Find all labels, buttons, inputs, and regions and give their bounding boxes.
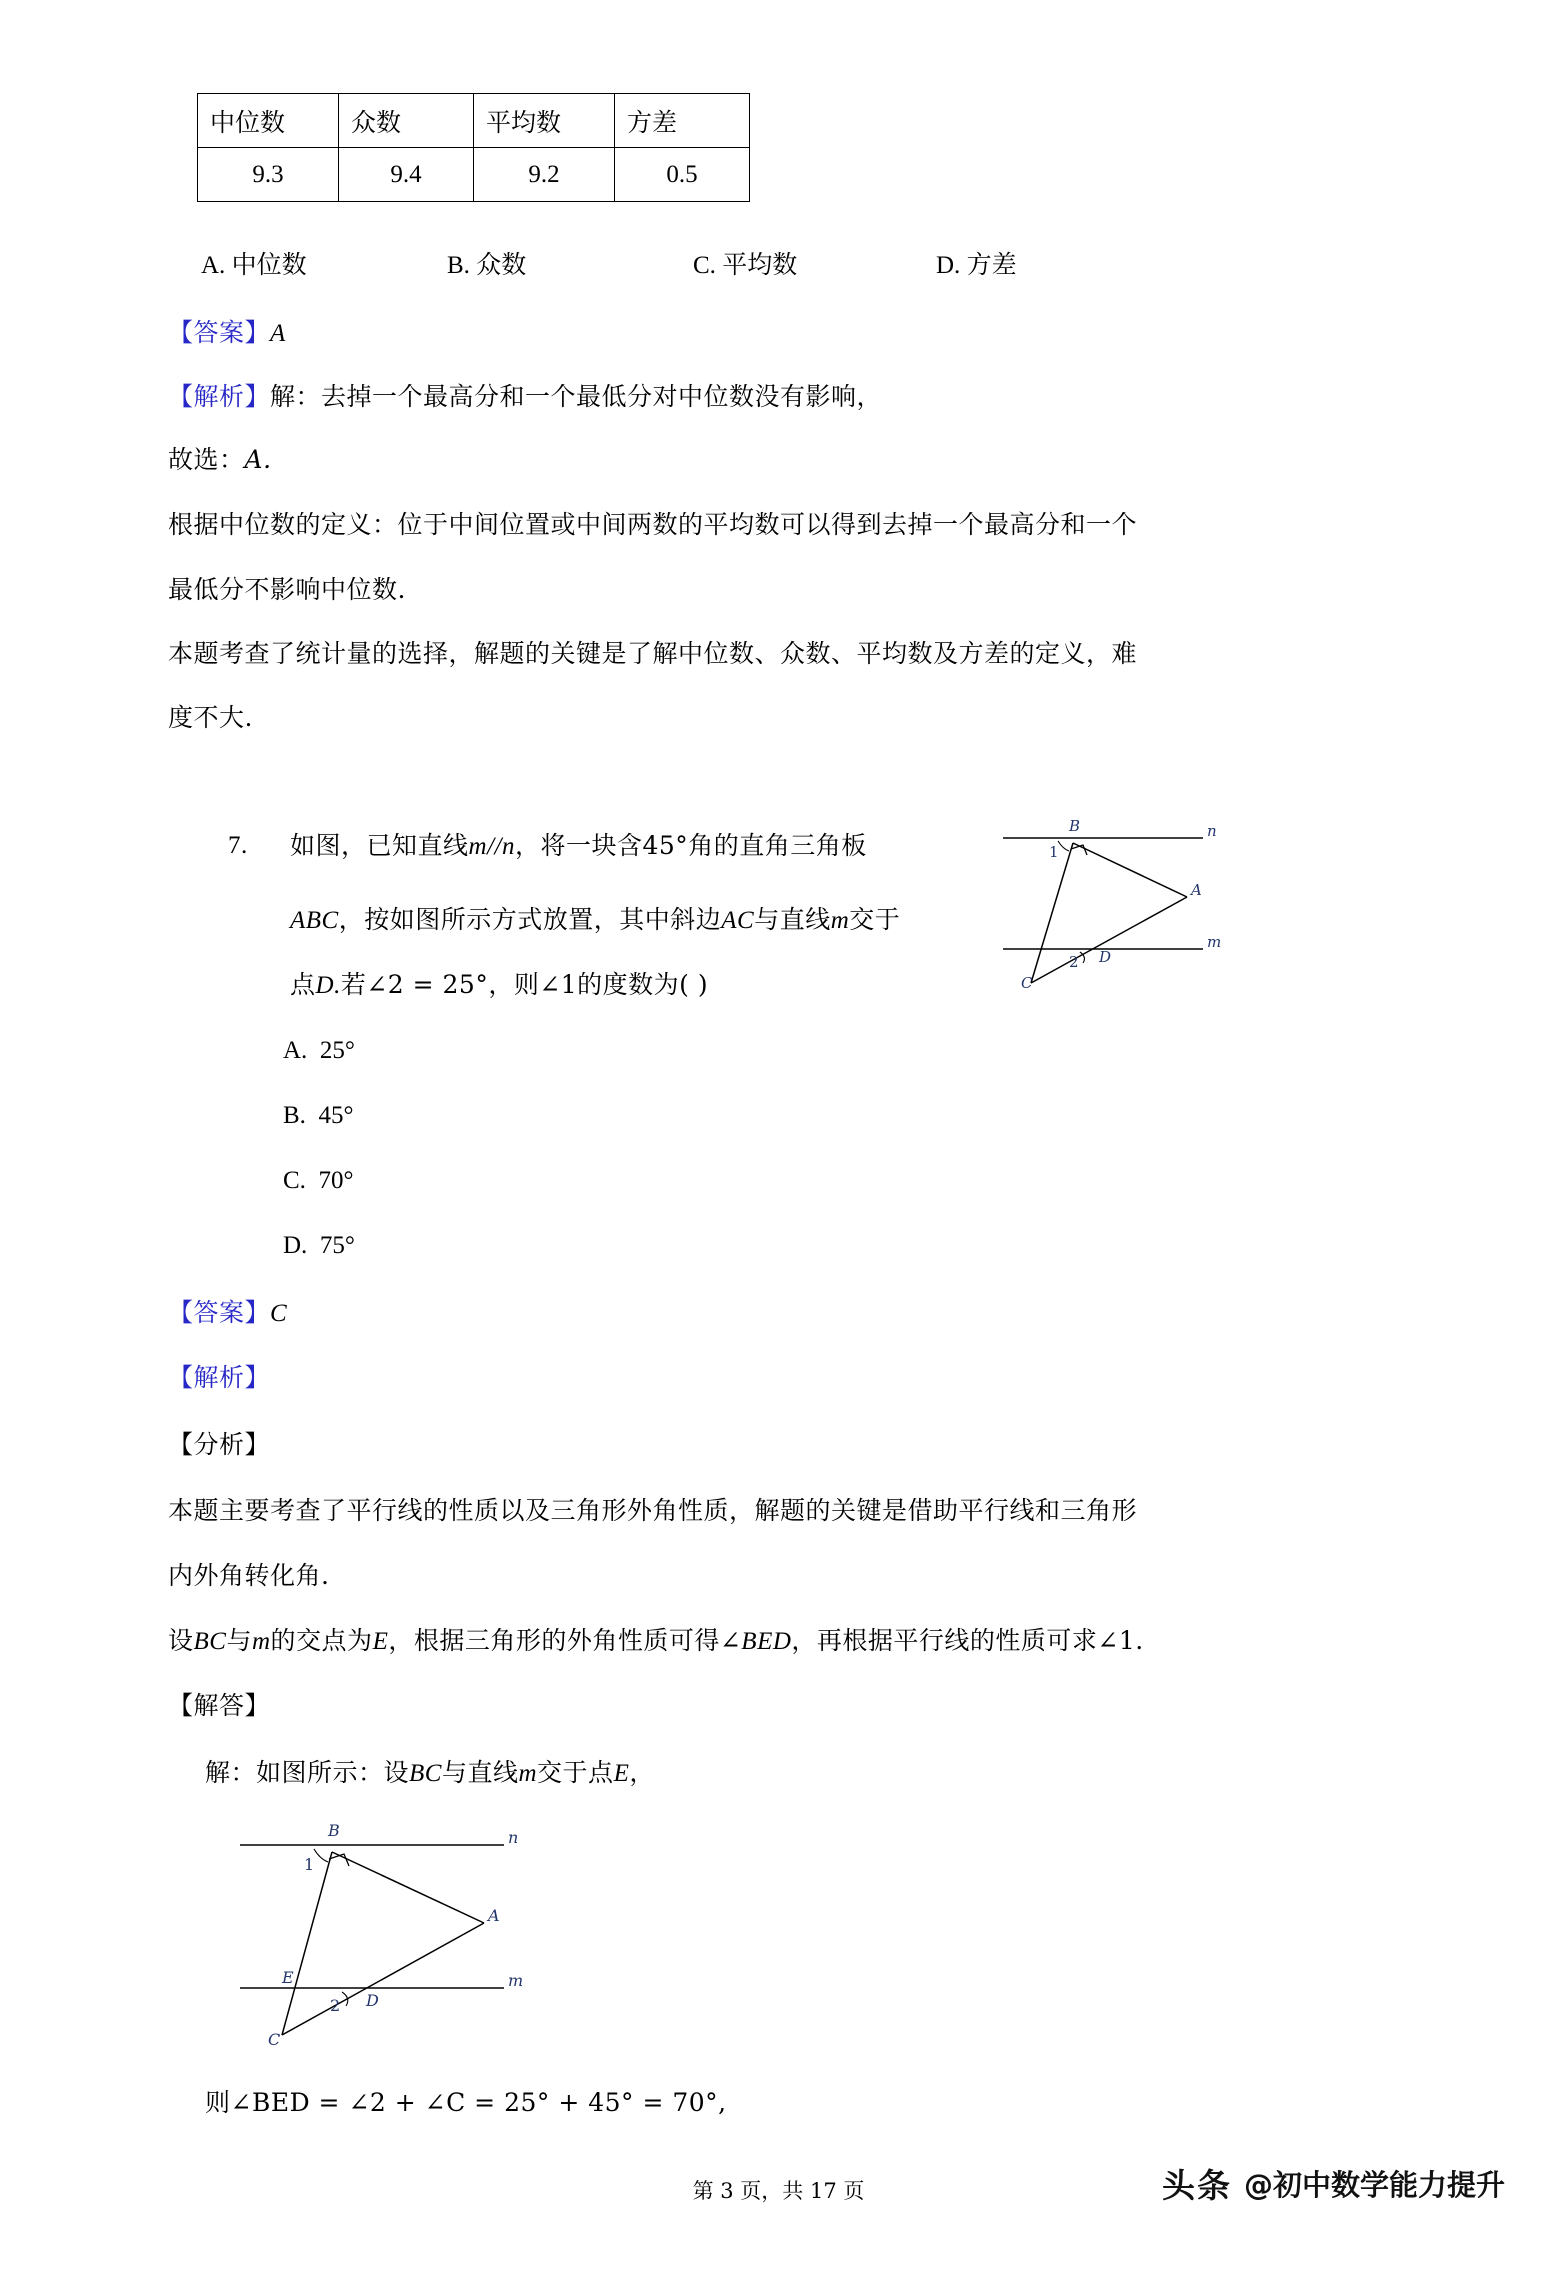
- q7-fenxi-line-2: 内外角转化角.: [168, 1561, 330, 1590]
- text: 解：如图所示：设: [205, 1758, 410, 1787]
- q6-analysis-line-5: 本题考查了统计量的选择，解题的关键是了解中位数、众数、平均数及方差的定义，难: [168, 639, 1138, 668]
- option-letter: B.: [447, 252, 470, 279]
- label-angle-2: 2: [330, 1996, 341, 2015]
- q7-option-c[interactable]: [283, 1167, 353, 1195]
- option-text: 中位数: [231, 250, 307, 279]
- q6-analysis-line-2: [168, 447, 272, 472]
- label-angle-1: 1: [304, 1855, 315, 1874]
- label-n: n: [508, 1828, 519, 1847]
- text: 设: [168, 1626, 194, 1655]
- q7-analysis-tag-line: [168, 1365, 270, 1391]
- text: 与: [226, 1626, 252, 1655]
- stem-text: 与直线: [754, 905, 831, 934]
- segment-BC: [1031, 843, 1073, 983]
- text: ，根据三角形的外角性质可得∠: [388, 1626, 742, 1655]
- option-letter: D.: [283, 1232, 308, 1259]
- stem-text: 点: [290, 970, 316, 999]
- q7-solution-figure: [232, 1805, 562, 2055]
- table-value-cell: 9.2: [474, 148, 615, 202]
- label-angle-2: 2: [1069, 953, 1079, 971]
- option-text: 平均数: [722, 250, 798, 279]
- option-text: 众数: [476, 250, 527, 279]
- q7-number: 7.: [228, 832, 248, 859]
- geometry-svg: [995, 805, 1245, 990]
- q7-result-line: 则∠BED = ∠2 + ∠C = 25° + 45° = 70°,: [205, 2088, 727, 2117]
- segment-BA: [1073, 843, 1187, 897]
- option-text: 25°: [319, 1037, 355, 1064]
- option-letter: C.: [693, 252, 716, 279]
- q7-jieda-line-1: [205, 1760, 655, 1786]
- angle1-arc: [1058, 841, 1069, 851]
- analysis-tag: 【解析】: [168, 382, 271, 411]
- table-header-cell: 众数: [339, 94, 474, 148]
- math: m: [518, 1760, 538, 1787]
- label-m: m: [508, 1971, 524, 1990]
- table-header-cell: 方差: [615, 94, 750, 148]
- label-angle-1: 1: [1049, 843, 1059, 861]
- option-letter: A.: [201, 252, 226, 279]
- label-D: D: [1099, 948, 1112, 966]
- q7-stem-line-2: [290, 907, 900, 933]
- q6-analysis-line-3: 根据中位数的定义：位于中间位置或中间两数的平均数可以得到去掉一个最高分和一个: [168, 510, 1138, 539]
- analysis-answer-letter: A.: [244, 445, 272, 474]
- brand-watermark: [1162, 2160, 1505, 2207]
- stem-text: 若∠2 = 25°，则∠1的度数为( ): [340, 970, 709, 999]
- table-value-cell: 9.4: [339, 148, 474, 202]
- label-m: m: [1207, 933, 1222, 951]
- q6-analysis-line-6: 度不大.: [168, 703, 253, 732]
- option-letter: C.: [283, 1167, 306, 1194]
- label-D: D: [366, 1991, 379, 2010]
- analysis-text: 故选：: [168, 445, 245, 474]
- segment-BA: [332, 1852, 484, 1923]
- q7-jieda-tag: 【解答】: [168, 1691, 271, 1720]
- stem-math: D.: [315, 972, 341, 999]
- table-value-row: [198, 148, 750, 202]
- option-letter: A.: [283, 1037, 308, 1064]
- q6-option-c[interactable]: [693, 245, 936, 281]
- q7-stem-line-1: [290, 833, 867, 859]
- stem-text: ，将一块含45°角的直角三角板: [514, 831, 867, 860]
- math: BED: [741, 1628, 792, 1655]
- stem-text: 交于: [849, 905, 901, 934]
- q7-fenxi-line-3: [168, 1628, 1144, 1654]
- q7-option-d[interactable]: [283, 1232, 355, 1260]
- analysis-text: 解：去掉一个最高分和一个最低分对中位数没有影响，: [270, 382, 883, 411]
- toutiao-logo: 头条: [1161, 2166, 1232, 2205]
- stem-math: ABC: [290, 907, 339, 934]
- table-header-cell: 平均数: [474, 94, 615, 148]
- answer-tag: 【答案】: [168, 1298, 271, 1327]
- geometry-svg-2: [232, 1805, 562, 2055]
- q7-fenxi-tag: 【分析】: [168, 1430, 271, 1459]
- text: 与直线: [441, 1758, 519, 1787]
- q6-analysis-line-1: [168, 384, 882, 410]
- table-header-cell: 中位数: [198, 94, 339, 148]
- label-E: E: [282, 1968, 294, 1987]
- q6-option-d[interactable]: [936, 245, 1017, 281]
- analysis-tag: 【解析】: [168, 1363, 271, 1392]
- stem-text: ，按如图所示方式放置，其中斜边: [338, 905, 722, 934]
- table-header-row: [198, 94, 750, 148]
- label-B: B: [1069, 817, 1081, 835]
- text: 的交点为: [270, 1626, 373, 1655]
- q7-geometry-figure: [995, 805, 1245, 990]
- q7-fenxi-line-1: 本题主要考查了平行线的性质以及三角形外角性质，解题的关键是借助平行线和三角形: [168, 1496, 1138, 1525]
- answer-value: A: [270, 320, 286, 347]
- math: E: [372, 1628, 389, 1655]
- label-C: C: [268, 2030, 281, 2049]
- stem-math: m: [830, 907, 850, 934]
- angle1-arc: [314, 1849, 328, 1862]
- math: m: [251, 1628, 271, 1655]
- right-angle-mark: [329, 1854, 349, 1866]
- stem-text: 如图，已知直线: [290, 831, 469, 860]
- q6-analysis-line-4: 最低分不影响中位数.: [168, 575, 406, 604]
- answer-value: C: [270, 1300, 288, 1327]
- option-letter: B.: [283, 1102, 306, 1129]
- stem-math: m//n: [468, 833, 515, 860]
- q7-answer-line: [168, 1300, 287, 1326]
- option-text: 45°: [318, 1102, 354, 1129]
- q6-options-row: [201, 245, 1017, 281]
- answer-tag: 【答案】: [168, 318, 271, 347]
- q6-option-b[interactable]: [447, 245, 693, 281]
- q7-option-b[interactable]: [283, 1102, 353, 1130]
- option-text: 方差: [966, 250, 1017, 279]
- q6-option-a[interactable]: [201, 245, 447, 281]
- q7-option-a[interactable]: [283, 1037, 355, 1065]
- label-n: n: [1207, 822, 1217, 840]
- text: ，再根据平行线的性质可求∠1.: [791, 1626, 1144, 1655]
- option-text: 75°: [319, 1232, 355, 1259]
- math: BC: [409, 1760, 442, 1787]
- label-B: B: [328, 1821, 340, 1840]
- segment-AC: [1031, 897, 1187, 983]
- option-letter: D.: [936, 252, 961, 279]
- brand-handle: @初中数学能力提升: [1243, 2168, 1505, 2202]
- statistics-table: [197, 93, 750, 202]
- option-text: 70°: [318, 1167, 354, 1194]
- table-value-cell: 9.3: [198, 148, 339, 202]
- right-angle-mark: [1071, 845, 1087, 855]
- q7-stem-line-3: [290, 972, 708, 998]
- text: 交于点: [537, 1758, 614, 1787]
- stem-math: AC: [721, 907, 755, 934]
- text: ，: [629, 1758, 655, 1787]
- math: E: [613, 1760, 630, 1787]
- label-A: A: [1191, 881, 1202, 899]
- segment-AC: [282, 1923, 484, 2035]
- math: BC: [193, 1628, 227, 1655]
- label-C: C: [1021, 974, 1033, 990]
- q6-answer-line: [168, 320, 286, 346]
- segment-BC: [282, 1852, 332, 2035]
- label-A: A: [488, 1906, 500, 1925]
- page-footer: 第 3 页，共 17 页: [692, 2179, 865, 2203]
- table-value-cell: 0.5: [615, 148, 750, 202]
